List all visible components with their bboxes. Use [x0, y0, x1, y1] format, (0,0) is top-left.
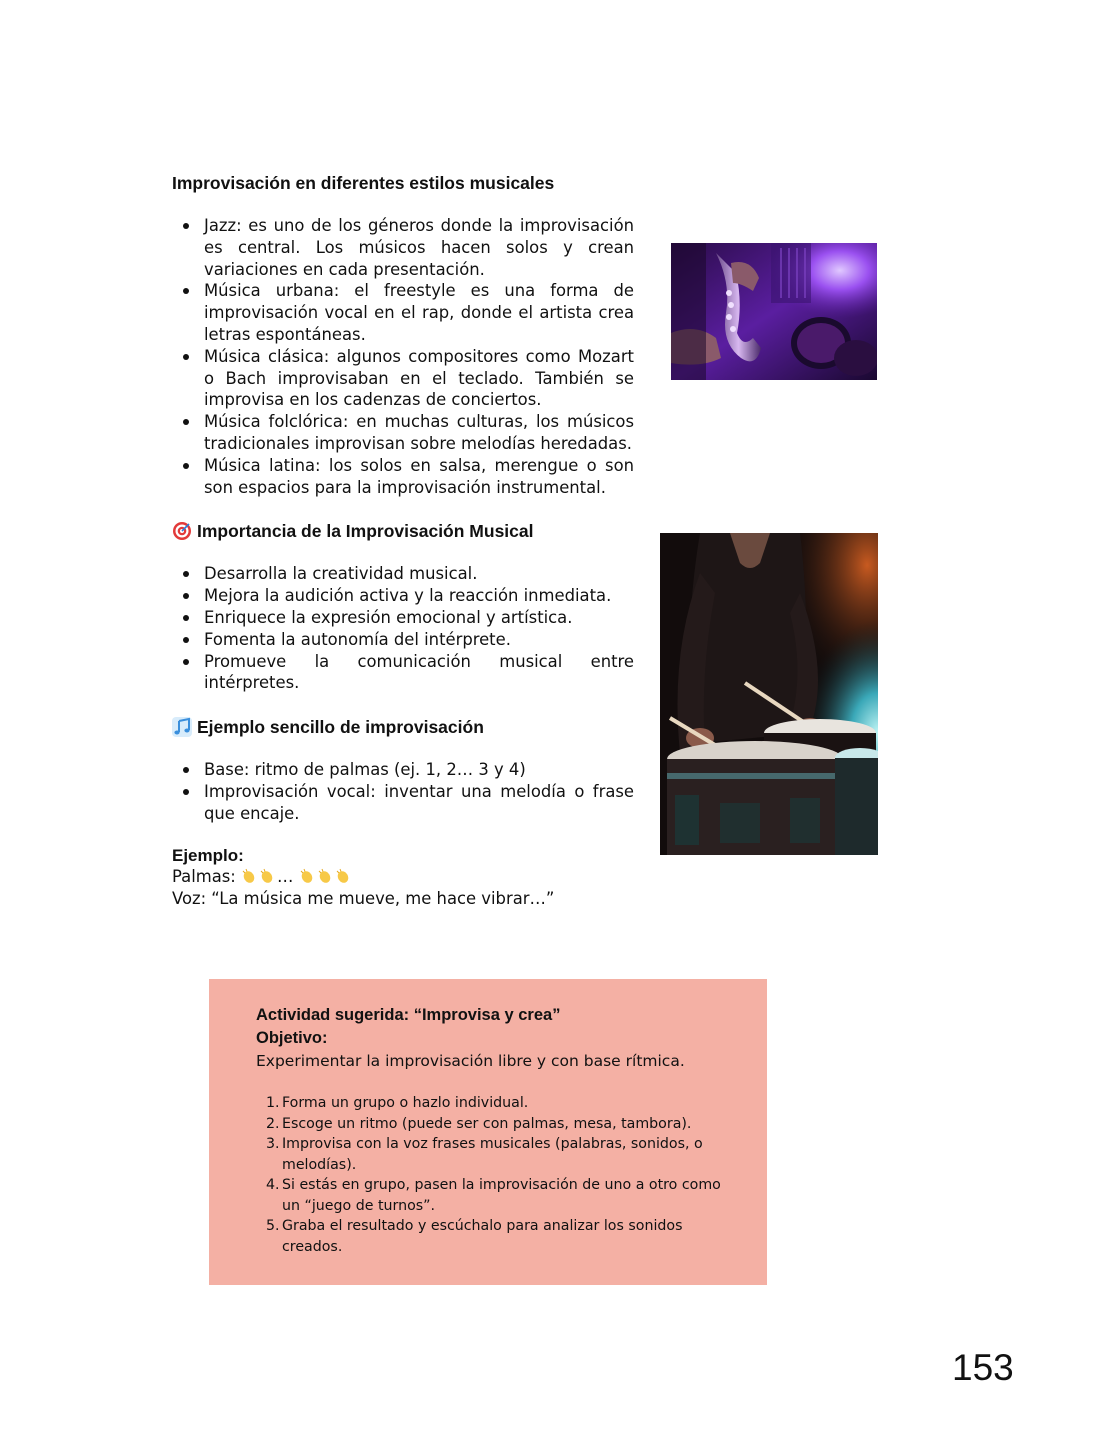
- objective-text: Experimentar la improvisación libre y con base rítmica.: [256, 1052, 685, 1070]
- step-number: 3.: [266, 1136, 280, 1152]
- step-text: Si estás en grupo, pasen la improvisación de uno a otro como un “juego de turnos”.: [282, 1177, 721, 1214]
- list-item: Fomenta la autonomía del intérprete.: [172, 629, 634, 651]
- list-item: Desarrolla la creatividad musical.: [172, 563, 634, 585]
- clapping-hands-icon: [317, 868, 333, 884]
- simple-example-heading: [172, 714, 634, 740]
- main-text-column: [172, 170, 634, 910]
- importance-heading: [172, 518, 634, 544]
- saxophone-player-photo: [671, 243, 877, 380]
- clapping-hands-icon: [259, 868, 275, 884]
- styles-heading: Improvisación en diferentes estilos musicales: [172, 173, 555, 193]
- activity-steps: [256, 1093, 726, 1257]
- simple-example-section: [172, 714, 634, 824]
- step-item: [256, 1134, 726, 1175]
- list-item: Promueve la comunicación musical entre intérpretes.: [172, 651, 634, 695]
- page-number: 153: [952, 1347, 1014, 1388]
- step-number: 1.: [266, 1095, 280, 1111]
- list-item: Mejora la audición activa y la reacción inmediata.: [172, 585, 634, 607]
- step-number: 5.: [266, 1218, 280, 1234]
- clapping-hands-icon: [241, 868, 257, 884]
- styles-list: [172, 215, 634, 498]
- list-item: Música urbana: el freestyle es una forma de improvisación vocal en el rap, donde el artista crea letras espontáneas.: [172, 280, 634, 345]
- objective-label: Objetivo:: [256, 1029, 328, 1047]
- step-number: 4.: [266, 1177, 280, 1193]
- step-text: Graba el resultado y escúchalo para analizar los sonidos creados.: [282, 1218, 683, 1255]
- importance-section: [172, 518, 634, 694]
- step-item: [256, 1216, 726, 1257]
- simple-example-list: [172, 759, 634, 824]
- step-item: [256, 1114, 726, 1135]
- importance-heading-text: Importancia de la Improvisación Musical: [197, 521, 534, 542]
- palmas-line: [172, 866, 634, 888]
- importance-list: [172, 563, 634, 694]
- list-item: Improvisación vocal: inventar una melodía o frase que encaje.: [172, 781, 634, 825]
- step-item: [256, 1093, 726, 1114]
- target-icon: [172, 521, 192, 541]
- list-item: Música latina: los solos en salsa, merengue o son son espacios para la improvisación instrumental.: [172, 455, 634, 499]
- list-item: Música folclórica: en muchas culturas, los músicos tradicionales improvisan sobre melodías heredadas.: [172, 411, 634, 455]
- list-item: Música clásica: algunos compositores como Mozart o Bach improvisaban en el teclado. También se improvisa en los cadenzas de conciertos.: [172, 346, 634, 411]
- voz-line: Voz: “La música me mueve, me hace vibrar…”: [172, 889, 555, 909]
- step-number: 2.: [266, 1115, 280, 1132]
- simple-example-heading-text: Ejemplo sencillo de improvisación: [197, 717, 484, 738]
- step-text: Improvisa con la voz frases musicales (palabras, sonidos, o melodías).: [282, 1136, 703, 1173]
- activity-title: Actividad sugerida: “Improvisa y crea”: [256, 1006, 561, 1024]
- list-item: Enriquece la expresión emocional y artística.: [172, 607, 634, 629]
- clapping-hands-icon: [335, 868, 351, 884]
- list-item: Jazz: es uno de los géneros donde la improvisación es central. Los músicos hacen solos y crean variaciones en cada presentación.: [172, 215, 634, 280]
- list-item: Base: ritmo de palmas (ej. 1, 2… 3 y 4): [172, 759, 634, 781]
- music-notes-icon: [172, 717, 192, 737]
- palmas-label: Palmas:: [172, 867, 236, 887]
- step-item: [256, 1175, 726, 1216]
- step-text: Forma un grupo o hazlo individual.: [282, 1095, 529, 1111]
- example-block: [172, 845, 634, 910]
- clapping-hands-icon: [299, 868, 315, 884]
- activity-content: [256, 1004, 726, 1257]
- example-label: Ejemplo:: [172, 845, 244, 865]
- drummer-photo: [660, 533, 878, 855]
- step-text: Escoge un ritmo (puede ser con palmas, mesa, tambora).: [282, 1115, 692, 1132]
- palmas-separator: …: [277, 867, 294, 887]
- activity-box: [209, 979, 767, 1285]
